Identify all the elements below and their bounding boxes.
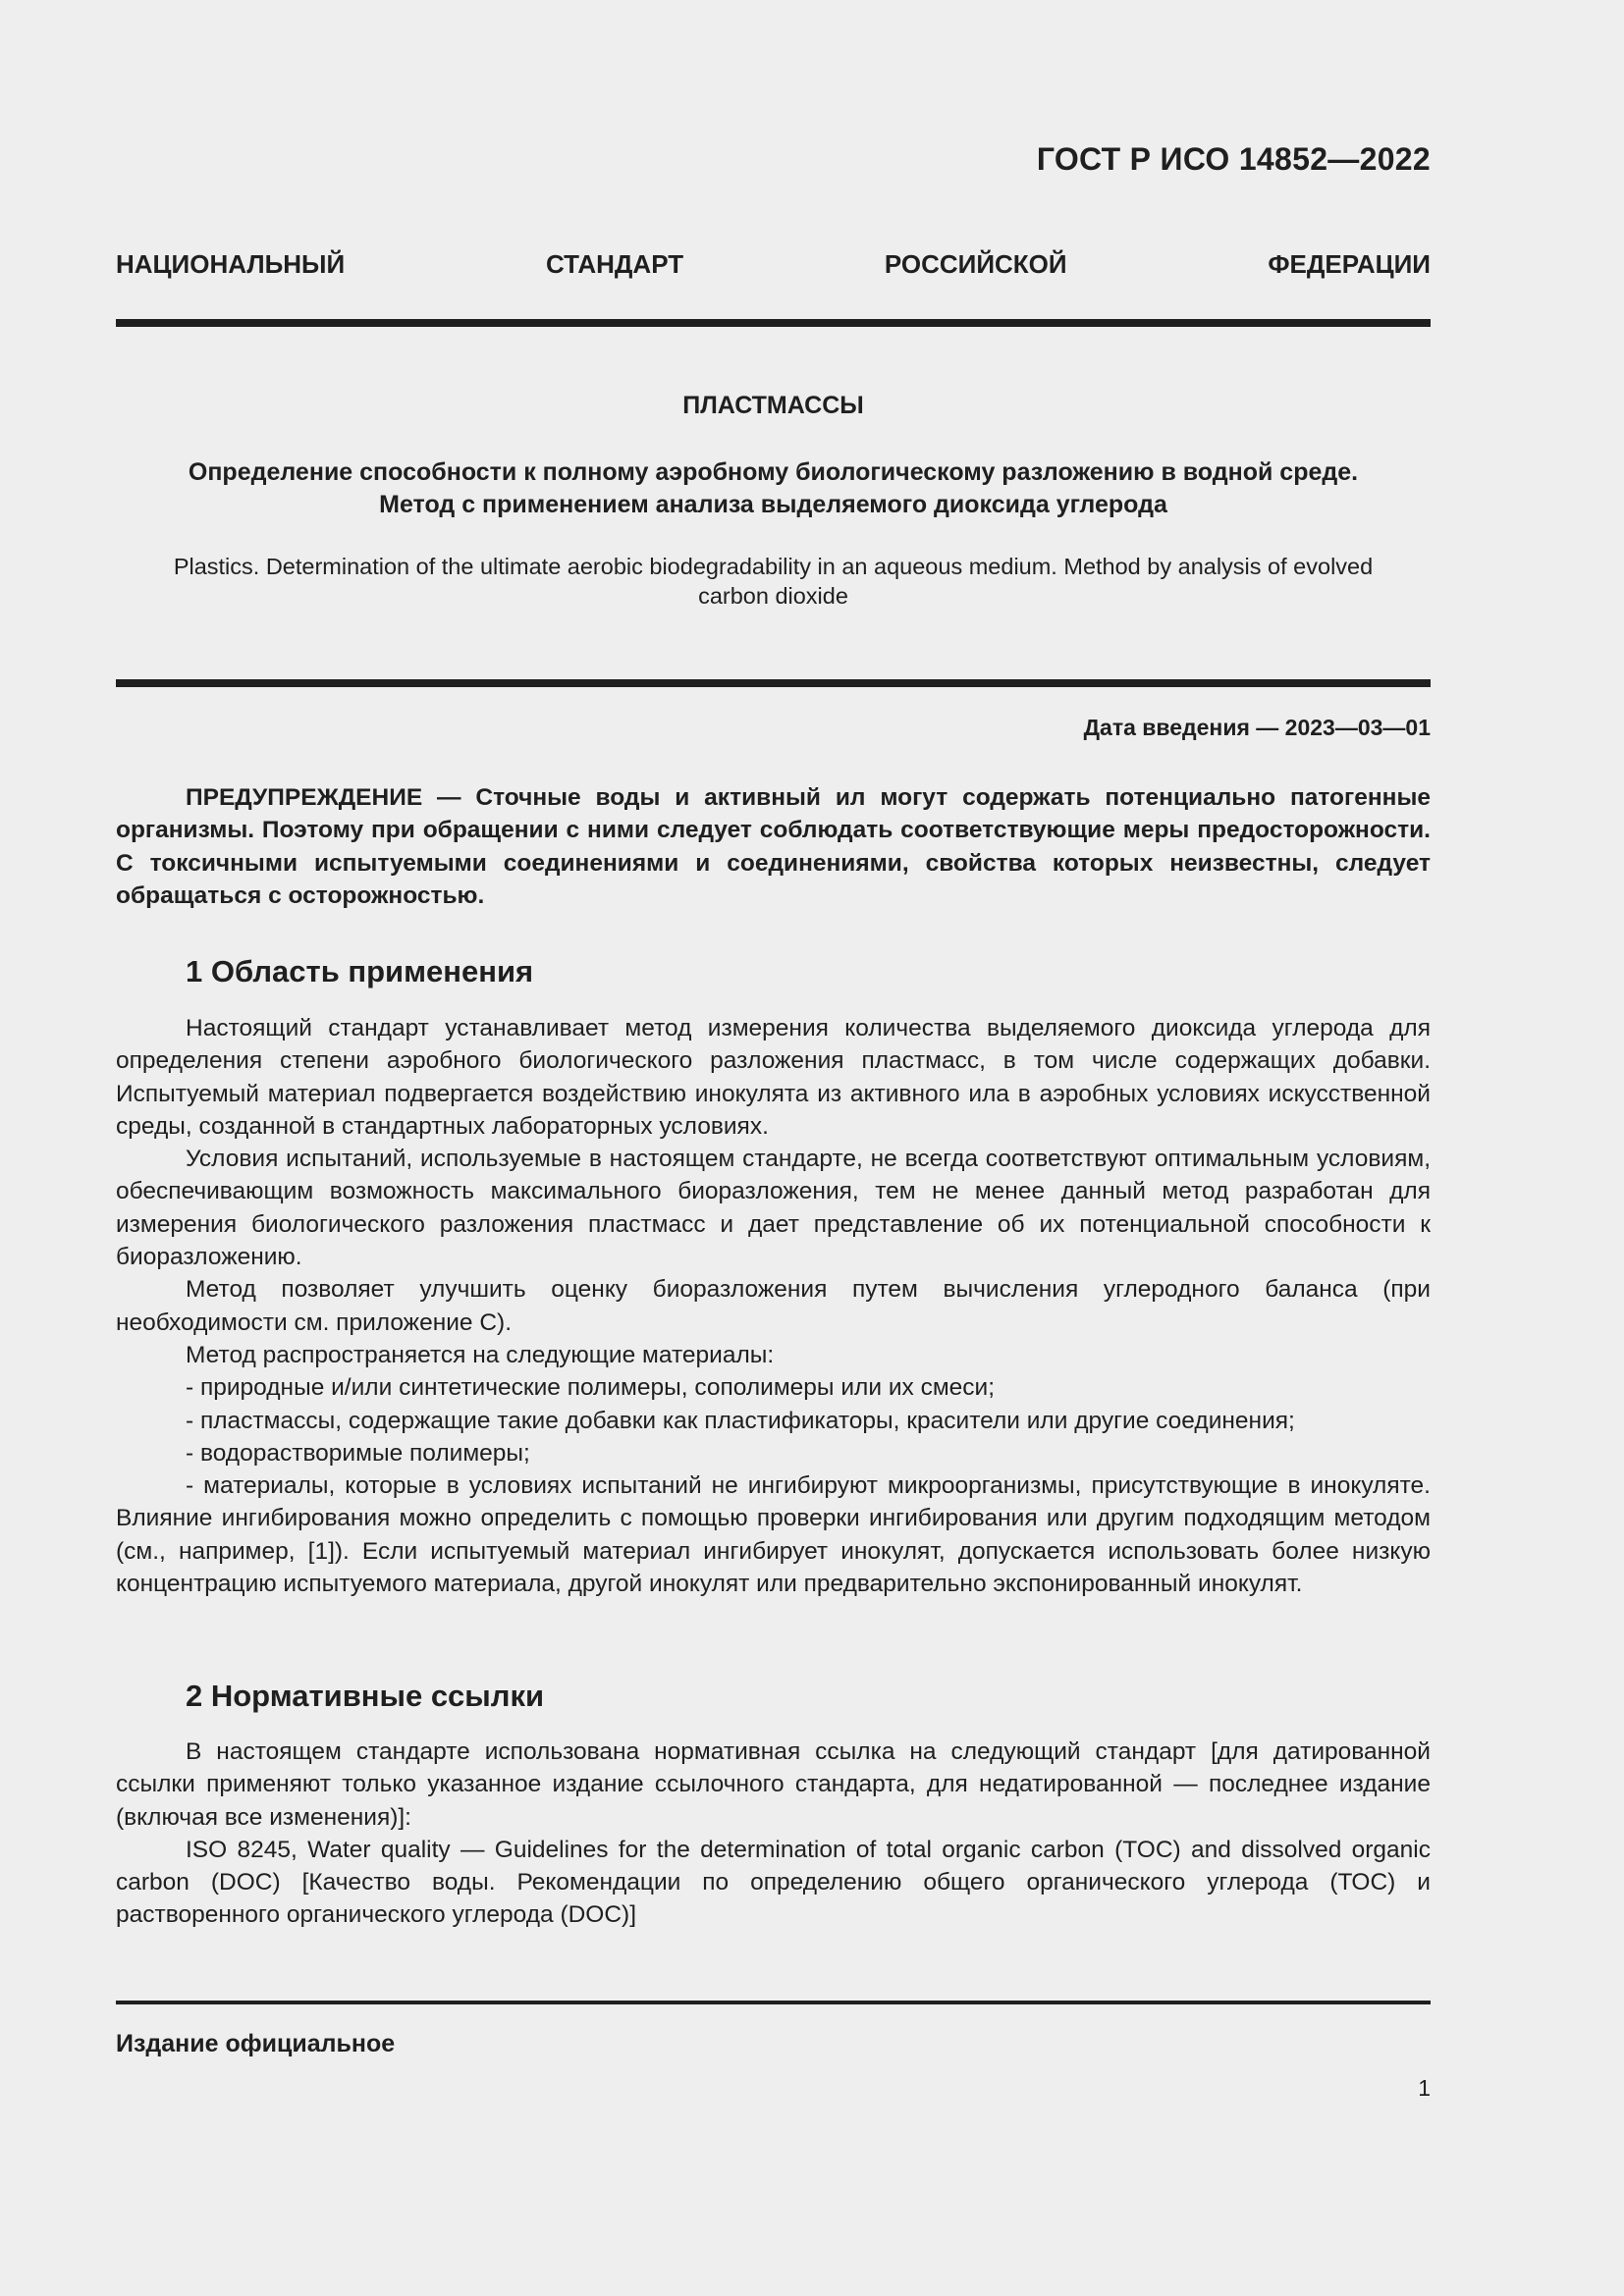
- page-number: 1: [1418, 2075, 1431, 2101]
- reference-item: ISO 8245, Water quality — Guidelines for the determination of total organic carbon (TOC) and dissolved organic carbon (DOC) [Качество воды. Рекомендации по определению общего органического углерода (ТОС) и растворенного органического углерода (DOC)]: [116, 1836, 1431, 1929]
- section-1-body: [116, 1012, 1431, 1600]
- list-item: - материалы, которые в условиях испытаний не ингибируют микроорганизмы, присутствующие в инокуляте. Влияние ингибирования можно определить с помощью проверки ингибирования или другим подходящим методом (см., например, [1]). Если испытуемый материал ингибирует инокулят, допускается использовать более низкую концентрацию испытуемого материала, другой инокулят или предварительно экспонированный инокулят.: [116, 1472, 1431, 1598]
- document-title: ПЛАСТМАССЫ: [682, 392, 864, 419]
- paragraph: Метод позволяет улучшить оценку биоразложения путем вычисления углеродного баланса (при необходимости см. приложение С).: [116, 1276, 1431, 1336]
- national-standard-word: ФЕДЕРАЦИИ: [1268, 249, 1431, 279]
- section-2-heading: 2 Нормативные ссылки: [186, 1679, 545, 1713]
- warning-paragraph: [116, 781, 1431, 912]
- document-subtitle-line: Метод с применением анализа выделяемого диоксида углерода: [379, 491, 1167, 518]
- section-2-body: [116, 1735, 1431, 1932]
- footer-divider: [116, 2001, 1431, 2004]
- paragraph: В настоящем стандарте использована нормативная ссылка на следующий стандарт [для датированной ссылки применяют только указанное издание ссылочного стандарта, для недатированной — последнее издание (включая все изменения)]:: [116, 1738, 1431, 1831]
- list-item: - природные и/или синтетические полимеры, сополимеры или их смеси;: [186, 1374, 996, 1402]
- national-standard-word: РОССИЙСКОЙ: [884, 249, 1067, 279]
- list-item: - водорастворимые полимеры;: [186, 1439, 530, 1467]
- introduction-date: Дата введения — 2023—03—01: [1083, 715, 1431, 740]
- english-title: Plastics. Determination of the ultimate aerobic biodegradability in an aqueous medium. Method by analysis of evolved carbon dioxide: [173, 554, 1374, 609]
- title-divider: [116, 679, 1431, 687]
- paragraph: Метод распространяется на следующие материалы:: [186, 1341, 775, 1368]
- document-subtitle-line: Определение способности к полному аэробному биологическому разложению в водной среде.: [188, 458, 1359, 486]
- national-standard-word: НАЦИОНАЛЬНЫЙ: [116, 249, 346, 279]
- official-edition-label: Издание официальное: [116, 2030, 396, 2057]
- document-subtitle: [116, 456, 1431, 521]
- paragraph: Настоящий стандарт устанавливает метод измерения количества выделяемого диоксида углерода для определения степени аэробного биологического разложения пластмасс, в том числе содержащих добавки. Испытуемый материал подвергается воздействию инокулята из активного ила в аэробных условиях искусственной среды, созданной в стандартных лабораторных условиях.: [116, 1015, 1431, 1140]
- list-item: - пластмассы, содержащие такие добавки как пластификаторы, красители или другие соединения;: [186, 1407, 1295, 1434]
- section-1-heading: 1 Область применения: [186, 954, 534, 988]
- national-standard-header: [116, 249, 1431, 280]
- warning-text: ПРЕДУПРЕЖДЕНИЕ — Сточные воды и активный ил могут содержать потенциально патогенные организмы. Поэтому при обращении с ними следует соблюдать соответствующие меры предосторожности. С токсичными испытуемыми соединениями и соединениями, свойства которых неизвестны, следует обращаться с осторожностью.: [116, 784, 1431, 909]
- paragraph: Условия испытаний, используемые в настоящем стандарте, не всегда соответствуют оптимальным условиям, обеспечивающим возможность максимального биоразложения, тем не менее данный метод разработан для измерения биологического разложения пластмасс и дает представление об их потенциальной способности к биоразложению.: [116, 1146, 1431, 1271]
- national-standard-word: СТАНДАРТ: [545, 249, 684, 279]
- header-divider: [116, 319, 1431, 327]
- document-code: ГОСТ Р ИСО 14852—2022: [1036, 141, 1431, 177]
